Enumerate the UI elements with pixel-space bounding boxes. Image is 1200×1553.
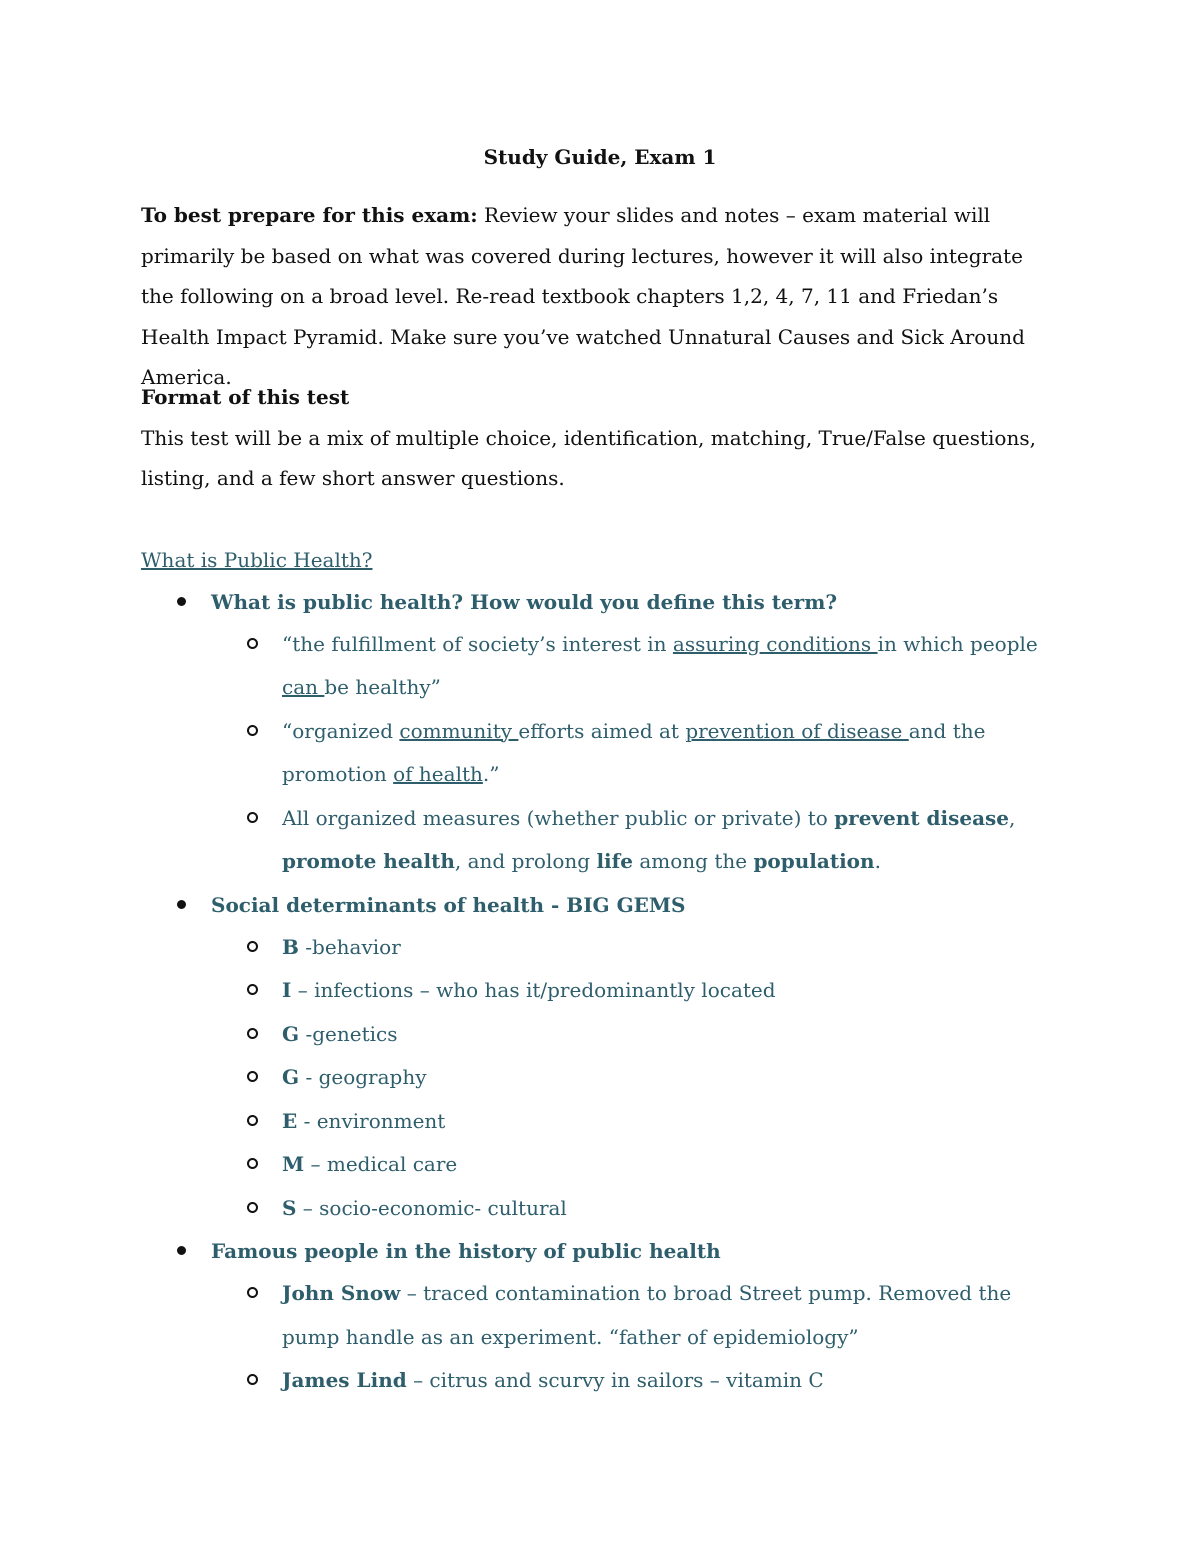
def2-underlined: prevention of disease: [685, 718, 909, 743]
prep-paragraph: [141, 195, 1061, 398]
list-item: [211, 1056, 1071, 1100]
person-text: – citrus and scurvy in sailors – vitamin C: [406, 1368, 824, 1392]
circle-bullet-icon: [247, 1071, 258, 1082]
bullet-icon: [177, 1246, 186, 1255]
gem-letter: M: [282, 1152, 305, 1176]
gem-text: – medical care: [304, 1152, 458, 1176]
list-item: [141, 884, 1071, 1231]
list-item: [211, 969, 1071, 1013]
def1-text: “the fulfillment of society’s interest in: [282, 631, 673, 656]
gem-letter: I: [282, 978, 292, 1002]
gem-letter: B: [282, 934, 299, 959]
circle-bullet-icon: [247, 1158, 258, 1169]
outline-list: [141, 581, 1071, 1403]
def3-bold: population: [753, 849, 875, 873]
def3-text: among the: [632, 849, 754, 873]
gem-text: – infections – who has it/predominantly located: [291, 978, 776, 1002]
circle-bullet-icon: [247, 638, 258, 649]
def1-text: in which people: [877, 631, 1038, 656]
list-item: [211, 1013, 1071, 1057]
gem-text: -behavior: [298, 934, 401, 959]
document-title: Study Guide, Exam 1: [483, 145, 717, 169]
circle-bullet-icon: [247, 1374, 258, 1385]
bullet-icon: [177, 900, 186, 909]
circle-bullet-icon: [247, 1202, 258, 1213]
circle-bullet-icon: [247, 941, 258, 952]
def2-text: “organized: [282, 718, 400, 743]
list-item: [211, 1272, 1071, 1359]
list-item: [211, 710, 1071, 797]
prep-text: Review your slides and notes – exam material will primarily be based on what was covered during lectures, however it will also integrate the following on a broad level. Re-read textbook chapters 1,2, 4, 7, 11 and Friedan’s Health Impact Pyramid. Make sure you’ve watched Unnatural Causes and Sick Around America.: [141, 203, 1025, 389]
list-item: [211, 926, 1071, 970]
format-text: This test will be a mix of multiple choice, identification, matching, True/False questions, listing, and a few short answer questions.: [141, 425, 1036, 490]
format-section: [141, 377, 1061, 499]
q2-label: Social determinants of health - BIG GEMS: [211, 892, 686, 917]
section-heading: What is Public Health?: [141, 548, 373, 572]
q1-label: What is public health? How would you define this term?: [211, 589, 838, 614]
list-item: [211, 623, 1071, 710]
gem-letter: S: [282, 1195, 297, 1220]
gem-text: - geography: [299, 1065, 427, 1089]
def3-bold: life: [596, 849, 633, 873]
def3-bold: promote health: [282, 849, 455, 873]
gem-text: – socio-economic- cultural: [296, 1195, 567, 1220]
def1-underlined: assuring conditions: [672, 631, 878, 656]
list-item: [211, 1187, 1071, 1231]
bullet-icon: [177, 597, 186, 606]
circle-bullet-icon: [247, 1115, 258, 1126]
def3-text: .: [874, 849, 881, 873]
list-item: [211, 1143, 1071, 1187]
q3-label: Famous people in the history of public health: [211, 1239, 721, 1263]
gem-letter: E: [282, 1108, 298, 1133]
list-item: [211, 797, 1071, 884]
circle-bullet-icon: [247, 812, 258, 823]
gem-text: - environment: [297, 1108, 446, 1133]
def2-text: .”: [482, 762, 500, 786]
famous-people-list: [211, 1272, 1071, 1403]
circle-bullet-icon: [247, 725, 258, 736]
gem-letter: G: [282, 1065, 300, 1089]
big-gems-list: [211, 926, 1071, 1231]
def3-text: All organized measures (whether public or private) to: [282, 805, 835, 830]
def3-bold: prevent disease: [834, 805, 1010, 830]
list-item: [141, 581, 1071, 884]
person-name: John Snow: [282, 1281, 401, 1305]
def1-underlined: can: [282, 675, 325, 699]
def2-text: efforts aimed at: [518, 718, 686, 743]
def3-text: ,: [1009, 805, 1016, 830]
def3-text: , and prolong: [454, 849, 597, 873]
circle-bullet-icon: [247, 984, 258, 995]
list-item: [211, 1359, 1071, 1403]
def2-underlined: of health: [393, 762, 483, 786]
def2-text: and the promotion: [282, 718, 986, 786]
list-item: [211, 1100, 1071, 1144]
definition-list: [211, 623, 1071, 884]
format-heading: Format of this test: [141, 385, 350, 409]
prep-label: To best prepare for this exam:: [141, 203, 478, 227]
circle-bullet-icon: [247, 1287, 258, 1298]
public-health-section: [141, 540, 1071, 1403]
person-text: – traced contamination to broad Street pump. Removed the pump handle as an experiment. “father of epidemiology”: [282, 1281, 1012, 1349]
gem-text: -genetics: [299, 1021, 398, 1046]
def1-text: be healthy”: [324, 675, 441, 699]
def2-underlined: community: [399, 718, 519, 743]
circle-bullet-icon: [247, 1028, 258, 1039]
person-name: James Lind: [282, 1368, 407, 1392]
list-item: [141, 1230, 1071, 1403]
gem-letter: G: [282, 1021, 300, 1046]
